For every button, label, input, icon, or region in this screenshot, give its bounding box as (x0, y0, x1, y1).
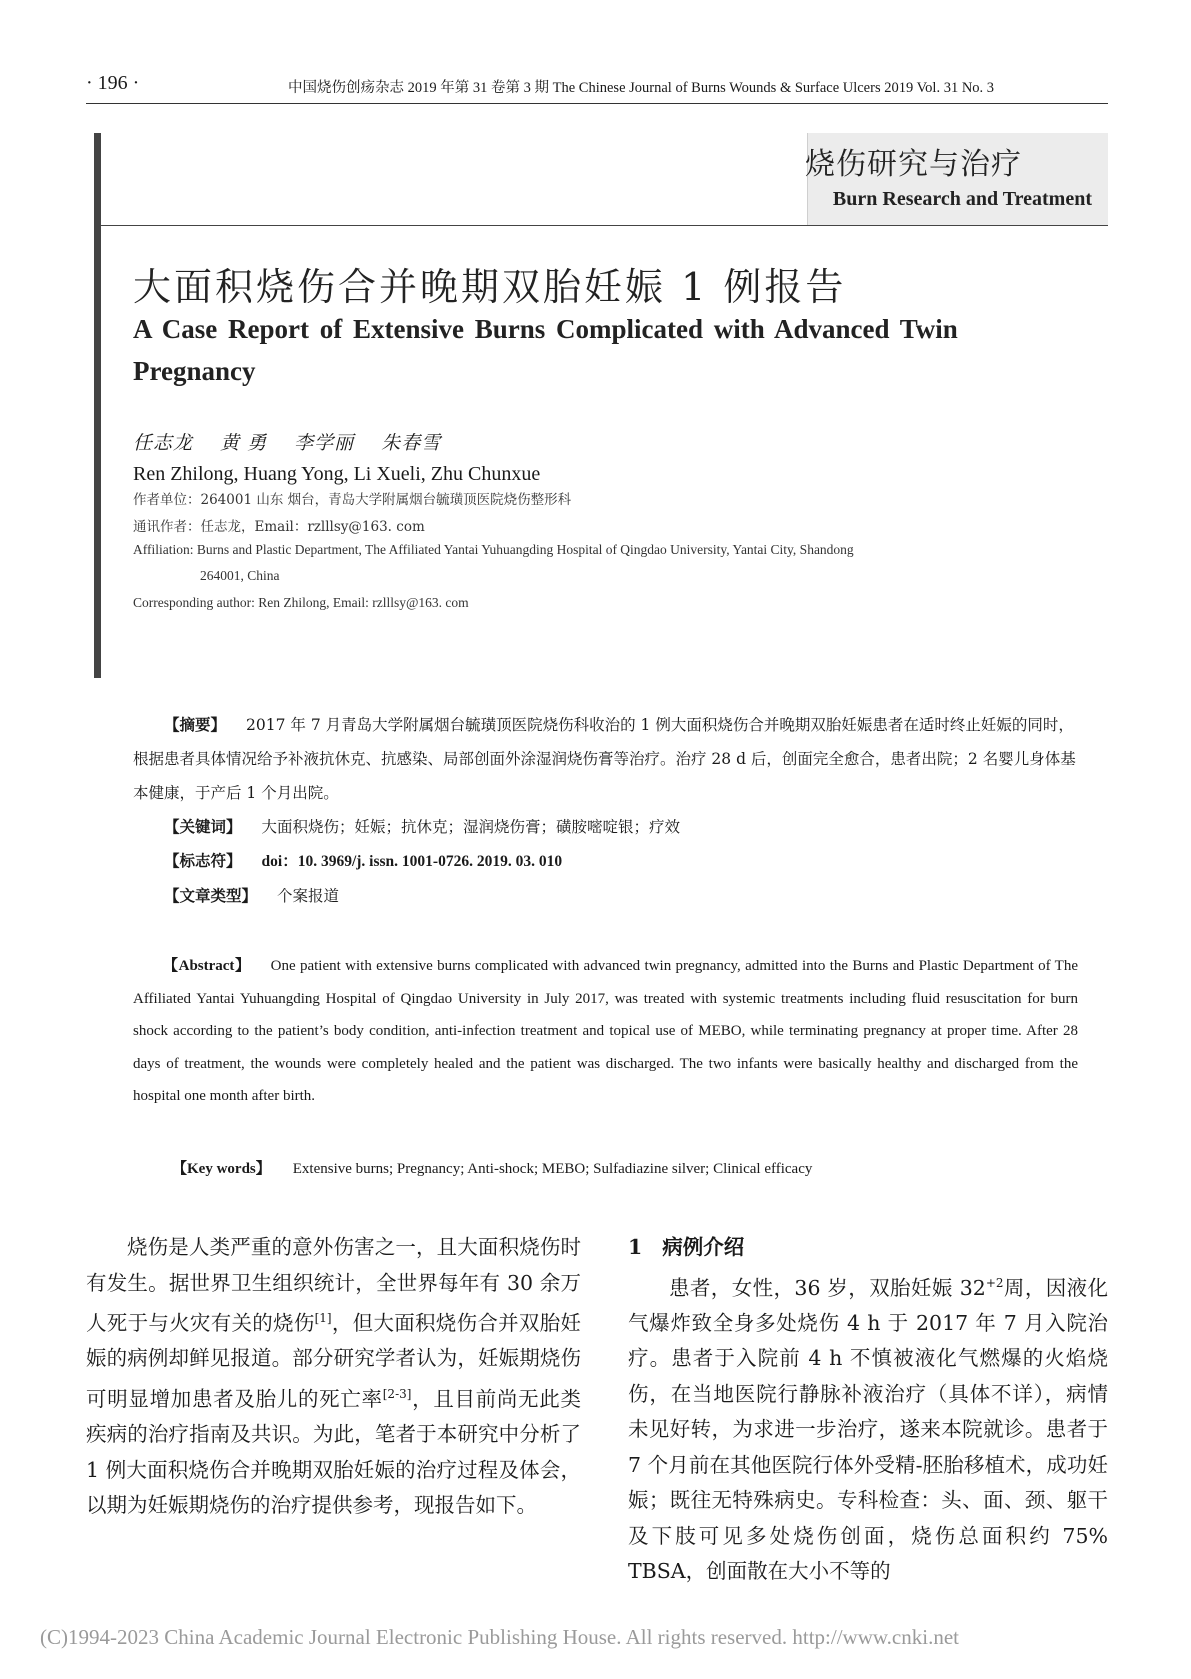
body-intro (86, 1230, 581, 1524)
cnki-footer: (C)1994-2023 China Academic Journal Electronic Publishing House. All rights reserved. http://www.cnki.net (40, 1625, 959, 1649)
left-margin-bar (94, 133, 101, 678)
doi: doi：10. 3969/j. issn. 1001-0726. 2019. 03. 010 (261, 853, 563, 870)
affiliation-en-cont: 264001, China (200, 568, 280, 583)
abstract-en (133, 950, 1078, 1113)
corresponding-author-cn: 通讯作者：任志龙，Email：rzlllsy@163. com (133, 519, 425, 535)
superscript: +2 (985, 1275, 1004, 1290)
section-banner (101, 133, 1108, 225)
author-cn: 李学丽 (294, 432, 355, 454)
case-text: 周，因液化气爆炸致全身多处烧伤 4 h 于 2017 年 7 月入院治疗。患者于入院前 4 h 不慎被液化气燃爆的火焰烧伤，在当地医院行静脉补液治疗（具体不详），病情未见好转，为求进一步治疗，遂来本院就诊。患者于 7 个月前在其他医院行体外受精-胚胎移植术，成功妊娠；既往无特殊病史。专科检查：头、面、颈、躯干及下肢可见多处烧伤创面，烧伤总面积约 75% TBSA，创面散在大小不等的 (628, 1275, 1109, 1584)
author-cn: 任志龙 (133, 432, 194, 454)
abstract-cn-text: 2017 年 7 月青岛大学附属烟台毓璜顶医院烧伤科收治的 1 例大面积烧伤合并晚期双胎妊娠患者在适时终止妊娠的同时，根据患者具体情况给予补液抗休克、抗感染、局部创面外涂湿润烧伤膏等治疗。治疗 28 d 后，创面完全愈合，患者出院；2 名婴儿身体基本健康，于产后 1 个月出院。 (133, 716, 1076, 802)
author-cn: 朱春雪 (381, 432, 442, 454)
banner-rule (101, 225, 1108, 226)
doi-row (133, 844, 1078, 879)
page-number: · 196 · (86, 72, 140, 94)
case-paragraph (628, 1266, 1108, 1590)
citation-ref: [2-3] (382, 1386, 412, 1401)
citation-ref: [1] (314, 1311, 332, 1325)
doi-label: 【标志符】 (164, 851, 242, 870)
article-title-cn: 大面积烧伤合并晚期双胎妊娠 1 例报告 (133, 265, 847, 309)
keywords-cn: 大面积烧伤；妊娠；抗休克；湿润烧伤膏；磺胺嘧啶银；疗效 (261, 818, 681, 836)
corresponding-author-en: Corresponding author: Ren Zhilong, Email: rzlllsy@163. com (133, 595, 469, 610)
affiliation-cn: 作者单位：264001 山东 烟台，青岛大学附属烟台毓璜顶医院烧伤整形科 (133, 492, 572, 508)
abstract-cn-paragraph (133, 708, 1078, 810)
keywords-cn-label: 【关键词】 (164, 817, 242, 836)
section-title-cn: 烧伤研究与治疗 (805, 147, 1022, 182)
abstract-en-text: One patient with extensive burns complicated with advanced twin pregnancy, admitted into the Burns and Plastic Department of The Affiliated Yantai Yuhuangding Hospital of Qingdao University in July 2017, was treated with systemic treatments including fluid resuscitation for burn shock according to the patient’s body condition, anti-infection treatment and topical use of MEBO, while terminating pregnancy at proper time. After 28 days of treatment, the wounds were completely healed and the patient was discharged. The two infants were basically healthy and discharged from the hospital one month after birth. (133, 958, 1078, 1104)
intro-text: ，且目前尚无此类疾病的治疗指南及共识。为此，笔者于本研究中分析了 1 例大面积烧伤合并晚期双胎妊娠的治疗过程及体会，以期为妊娠期烧伤的治疗提供参考，现报告如下。 (86, 1386, 582, 1518)
abstract-en-label: 【Abstract】 (163, 958, 251, 974)
header-rule (86, 103, 1108, 104)
section-heading-title: 病例介绍 (662, 1235, 745, 1259)
abstract-cn-label: 【摘要】 (164, 715, 227, 734)
running-title: 中国烧伤创疡杂志 2019 年第 31 卷第 3 期 The Chinese Journal of Burns Wounds & Surface Ulcers 2019 Vol. 31 No. 3 (288, 80, 995, 96)
abstract-cn (133, 708, 1078, 913)
keywords-cn-row (133, 810, 1078, 844)
keywords-en-row (172, 1157, 812, 1178)
section-heading (628, 1230, 1108, 1266)
affiliation-en: Affiliation: Burns and Plastic Department, The Affiliated Yantai Yuhuangding Hospital of Qingdao University, Yantai City, Shandong (133, 542, 854, 557)
intro-text: ，但大面积烧伤合并双胎妊娠的病例却鲜见报道。部分研究学者认为，妊娠期烧伤可明显增加患者及胎儿的死亡率 (86, 1310, 581, 1411)
article-title-en: A Case Report of Extensive Burns Complicated with Advanced Twin Pregnancy (133, 314, 958, 386)
keywords-en-label: 【Key words】 (172, 1161, 271, 1177)
keywords-en: Extensive burns; Pregnancy; Anti-shock; MEBO; Sulfadiazine silver; Clinical efficacy (292, 1161, 813, 1177)
authors-en: Ren Zhilong, Huang Yong, Li Xueli, Zhu Chunxue (133, 463, 541, 485)
section-number: 1 (628, 1235, 643, 1259)
section-title-en: Burn Research and Treatment (832, 188, 1092, 210)
intro-text: 烧伤是人类严重的意外伤害之一，且大面积烧伤时有发生。据世界卫生组织统计，全世界每年有 30 余万人死于与火灾有关的烧伤 (86, 1235, 581, 1335)
article-type-row (133, 879, 1078, 913)
body-case (628, 1230, 1108, 1590)
author-cn: 黄 勇 (220, 432, 268, 454)
article-type-label: 【文章类型】 (164, 886, 258, 905)
article-type: 个案报道 (277, 887, 340, 905)
authors-cn (133, 428, 461, 455)
case-text: 患者，女性，36 岁，双胎妊娠 32 (669, 1275, 986, 1300)
